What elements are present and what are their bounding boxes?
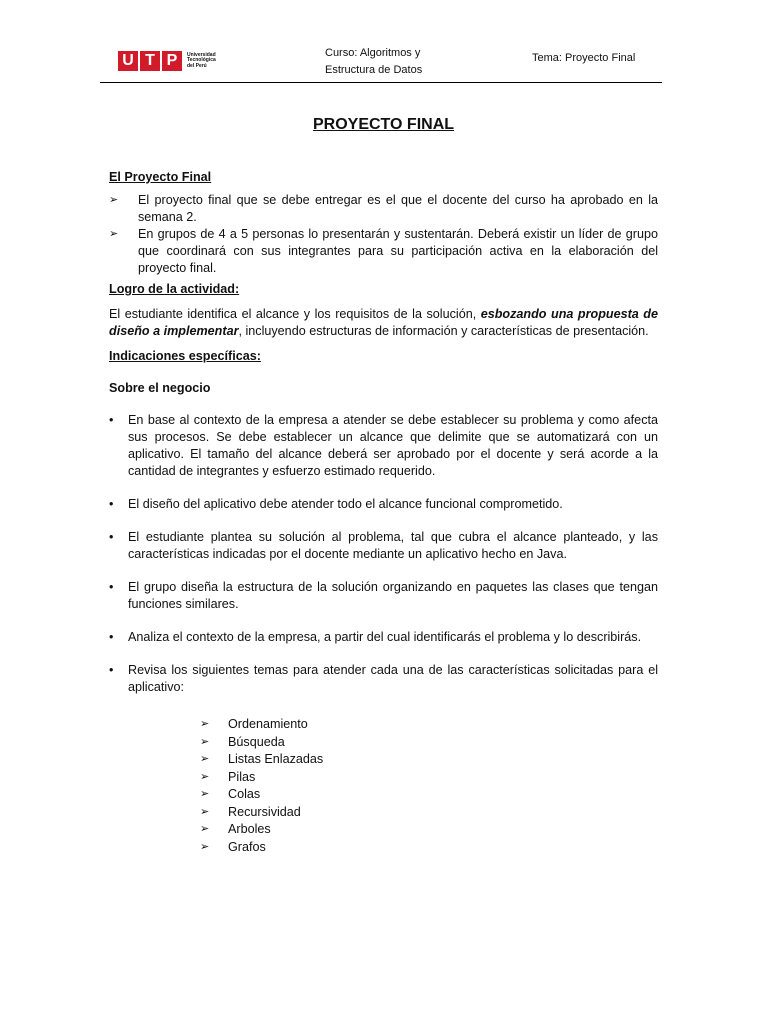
topic-text: Ordenamiento: [228, 717, 308, 731]
section-heading: Indicaciones específicas:: [109, 349, 261, 363]
list-item: [109, 529, 658, 563]
topic-item: [200, 821, 658, 839]
list-item-text: El estudiante plantea su solución al problema, tal que cubra el alcance planteado, y las características indicadas por el docente mediante un aplicativo hecho en Java.: [128, 530, 658, 561]
topic-text: Grafos: [228, 839, 266, 854]
course-line: Curso: Algoritmos y: [325, 47, 421, 59]
arrow-bullet-icon: ➢: [109, 194, 119, 206]
topic-text: Búsqueda: [228, 734, 285, 749]
paragraph-emphasis: esbozando una propuesta de diseño a implementar: [109, 307, 659, 338]
list-item-text: En base al contexto de la empresa a atender se debe establecer su problema y como afecta sus procesos. Se debe establecer un alcance que delimite que se automatizará con un aplicativo. El tamaño del alcance deberá ser aprobado por el docente y será acorde a la cantidad de integrantes y esfuerzo estimado requerido.: [128, 413, 658, 478]
arrow-bullet-icon: ➢: [200, 823, 210, 835]
topic-item: [200, 839, 658, 857]
topic-label: Tema: Proyecto Final: [532, 52, 636, 64]
list-item: [109, 192, 658, 226]
dot-bullet-icon: •: [109, 497, 114, 511]
topic-text: Pilas: [228, 769, 256, 784]
course-name: [325, 45, 422, 79]
topic-text: Listas Enlazadas: [228, 752, 324, 766]
page-title: PROYECTO FINAL: [312, 116, 455, 133]
list-item-text: Revisa los siguientes temas para atender cada una de las características solicitadas para el aplicativo:: [128, 663, 658, 694]
section-heading: El Proyecto Final: [109, 170, 212, 184]
arrow-bullet-icon: ➢: [109, 228, 119, 240]
topic-text: Arboles: [228, 822, 271, 836]
list-item: [109, 579, 658, 613]
logo-text: [187, 53, 216, 70]
logo-blocks: [118, 51, 182, 71]
topic-item: [200, 786, 658, 804]
topic-text: Recursividad: [228, 804, 301, 819]
document-body: [109, 116, 658, 856]
topic-item: [200, 734, 658, 752]
achievement-paragraph: [109, 306, 658, 340]
arrow-bullet-icon: ➢: [200, 753, 210, 765]
list-item-text: En grupos de 4 a 5 personas lo presentarán y sustentarán. Deberá existir un líder de grupo que coordinará con sus integrantes para su participación activa en la elaboración del proyecto final.: [138, 227, 658, 275]
logo-text-line: del Perú: [187, 62, 207, 69]
dot-bullet-icon: •: [109, 413, 114, 427]
topic-item: [200, 769, 658, 787]
topic-text: Colas: [228, 787, 261, 801]
dot-bullet-icon: •: [109, 530, 114, 544]
project-list: [109, 192, 658, 277]
list-item-text: El diseño del aplicativo debe atender todo el alcance funcional comprometido.: [128, 497, 563, 511]
list-item: [109, 412, 658, 480]
paragraph-text: El estudiante identifica el alcance y los requisitos de la solución,: [109, 307, 481, 321]
logo-letter: T: [140, 51, 160, 71]
topic-item: [200, 804, 658, 822]
dot-bullet-icon: •: [109, 663, 114, 677]
list-item-text: Analiza el contexto de la empresa, a partir del cual identificarás el problema y lo describirás.: [128, 630, 642, 644]
topic-item: [200, 751, 658, 769]
page-header: [100, 40, 662, 83]
list-item-text: El grupo diseña la estructura de la solución organizando en paquetes las clases que tengan funciones similares.: [128, 580, 658, 611]
business-list: [109, 412, 658, 696]
course-line: Estructura de Datos: [325, 64, 423, 76]
arrow-bullet-icon: ➢: [200, 788, 210, 800]
arrow-bullet-icon: ➢: [200, 735, 210, 748]
logo-letter: U: [118, 51, 138, 71]
dot-bullet-icon: •: [109, 580, 114, 594]
list-item: [109, 629, 658, 646]
topics-list: [109, 716, 658, 856]
arrow-bullet-icon: ➢: [200, 718, 210, 730]
topic-item: [200, 716, 658, 734]
paragraph-text: , incluyendo estructuras de información y características de presentación.: [238, 324, 649, 338]
dot-bullet-icon: •: [109, 630, 114, 644]
logo-letter: P: [162, 51, 182, 71]
logo-text-line: Tecnológica: [187, 57, 216, 64]
arrow-bullet-icon: ➢: [200, 770, 210, 783]
list-item: [109, 496, 658, 513]
subsection-heading: Sobre el negocio: [109, 381, 211, 395]
utp-logo: [118, 50, 216, 72]
section-heading: Logro de la actividad:: [109, 282, 240, 296]
logo-text-line: Universidad: [187, 51, 216, 58]
list-item-text: El proyecto final que se debe entregar es el que el docente del curso ha aprobado en la semana 2.: [138, 193, 658, 224]
arrow-bullet-icon: ➢: [200, 840, 210, 853]
list-item: [109, 226, 658, 277]
arrow-bullet-icon: ➢: [200, 805, 210, 818]
list-item: [109, 662, 658, 696]
